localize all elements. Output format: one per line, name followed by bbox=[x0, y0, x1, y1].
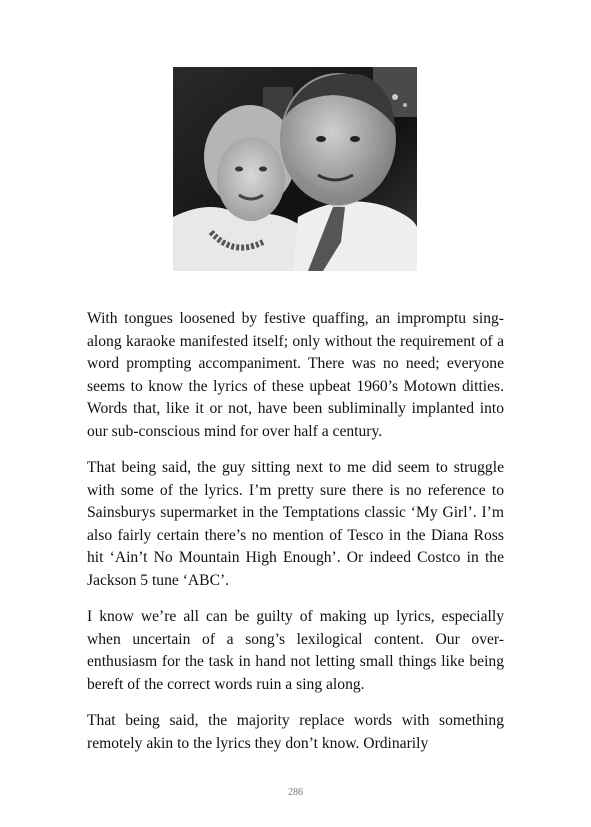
paragraph-4: That being said, the majority replace words with something remotely akin to the lyrics they don’t know. Ordinarily bbox=[87, 712, 504, 752]
paragraph-1: With tongues loosened by festive quaffing, an impromptu sing-along karaoke manifested itself; only without the requirement of a word prompting accompaniment. There was no need; everyone seems to know the lyrics of these upbeat 1960’s Motown ditties. Words that, like it or not, have been subliminally implanted into our sub-conscious mind for over half a century. bbox=[87, 310, 504, 440]
page-number: 286 bbox=[288, 787, 303, 798]
body-text bbox=[87, 308, 504, 769]
paragraph-3: I know we’re all can be guilty of making up lyrics, especially when uncertain of a song’s lexilogical content. Our over-enthusiasm for the task in hand not letting small things like being bereft of the correct words ruin a sing along. bbox=[87, 608, 504, 693]
photo-image bbox=[173, 67, 417, 271]
couple-photo bbox=[173, 67, 417, 271]
paragraph-2: That being said, the guy sitting next to me did seem to struggle with some of the lyrics. I’m pretty sure there is no reference to Sainsburys supermarket in the Temptations classic ‘My Girl’. I’m also fairly certain there’s no mention of Tesco in the Diana Ross hit ‘Ain’t No Mountain High Enough’. Or indeed Costco in the Jackson 5 tune ‘ABC’. bbox=[87, 459, 504, 589]
